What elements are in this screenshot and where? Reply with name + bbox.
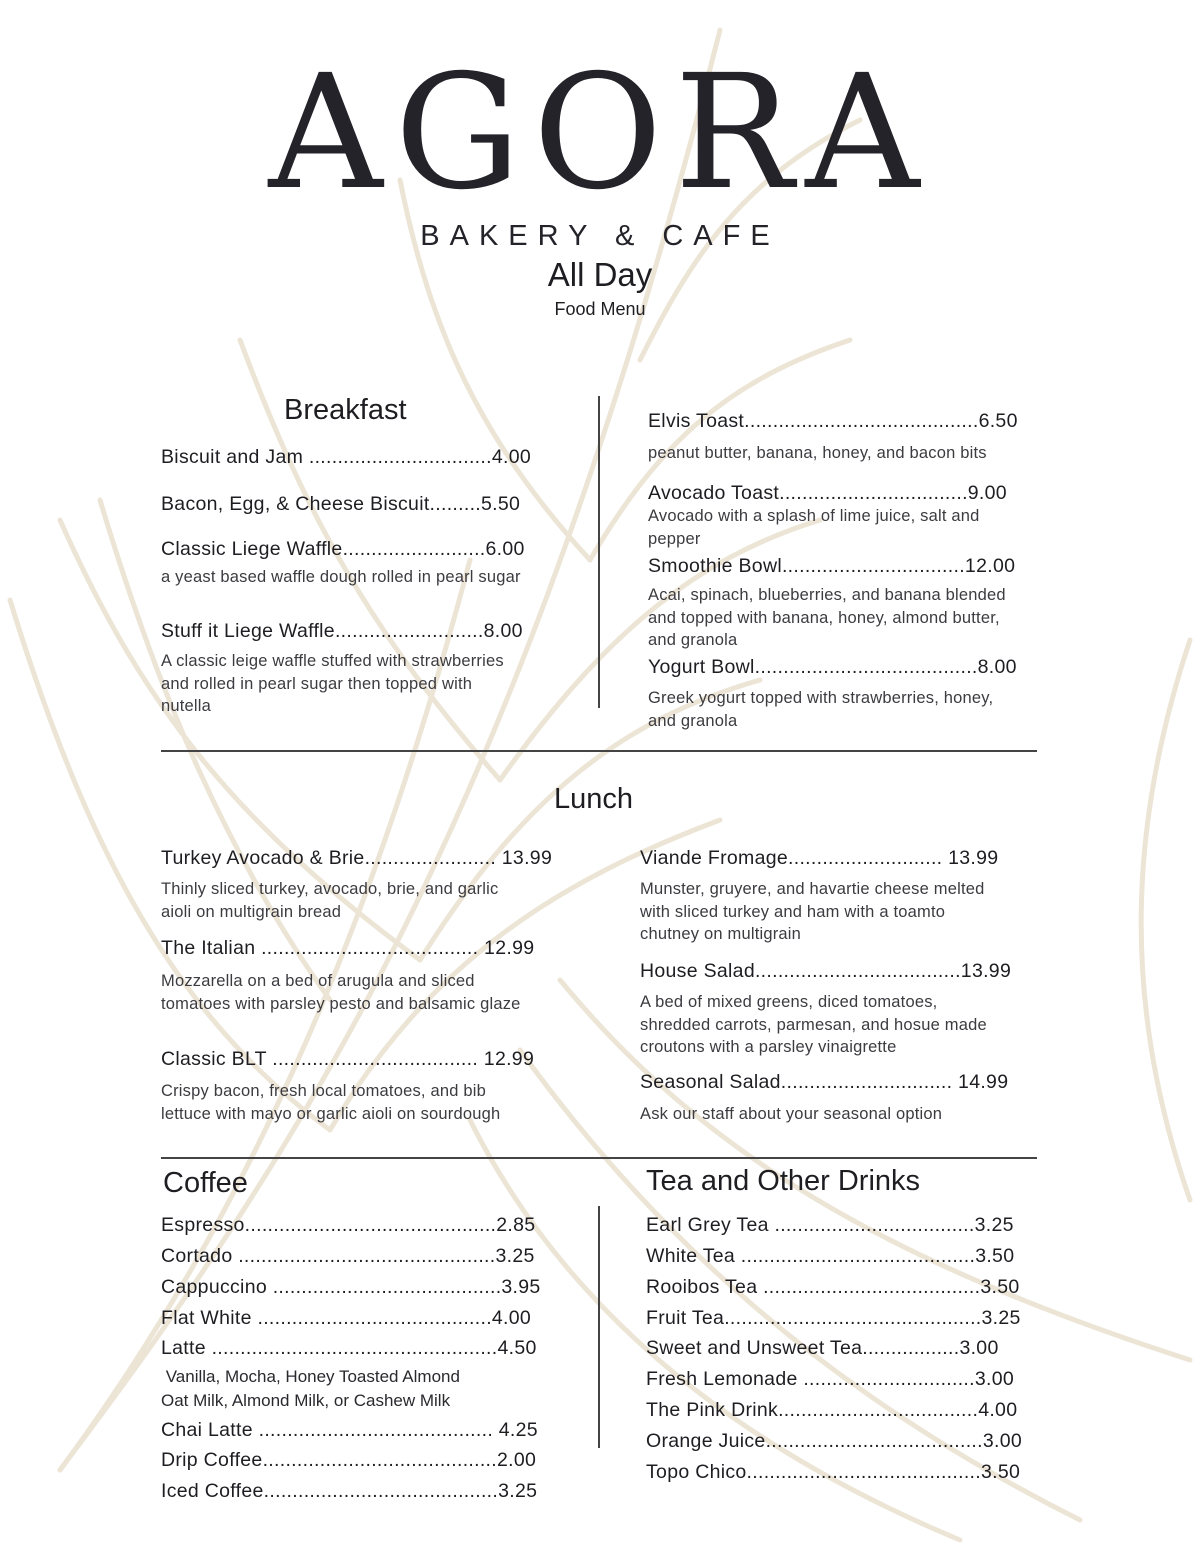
menu-item-name-price: Classic BLT .................................... 12.99 xyxy=(161,1048,535,1070)
section-divider xyxy=(161,1157,1037,1159)
menu-item-name-price: Seasonal Salad.............................. 14.99 xyxy=(640,1071,1009,1093)
menu-item xyxy=(640,959,1011,1059)
menu-item xyxy=(161,537,525,589)
coffee-item: Cappuccino ........................................3.95 xyxy=(161,1276,541,1298)
section-title-breakfast: Breakfast xyxy=(284,394,407,426)
menu-item-name-price: Elvis Toast.........................................6.50 xyxy=(648,410,1018,432)
menu-item xyxy=(161,846,552,923)
coffee-item: Espresso............................................2.85 xyxy=(161,1214,536,1236)
menu-item-name-price: Turkey Avocado & Brie....................... 13.99 xyxy=(161,847,553,869)
menu-item-description: A bed of mixed greens, diced tomatoes, shredded carrots, parmesan, and hosue made croutons with a parsley vinaigrette xyxy=(640,993,987,1056)
drink-item: Orange Juice......................................3.00 xyxy=(646,1430,1023,1452)
drink-item: Sweet and Unsweet Tea.................3.00 xyxy=(646,1337,999,1359)
menu-item-description: peanut butter, banana, honey, and bacon bits xyxy=(648,444,987,462)
menu-title: All Day xyxy=(547,256,653,293)
menu-item xyxy=(161,492,520,516)
menu-item xyxy=(161,619,523,718)
menu-item-description: Crispy bacon, fresh local tomatoes, and bib lettuce with mayo or garlic aioli on sourdough xyxy=(161,1082,501,1123)
drink-item: Fresh Lemonade ..............................3.00 xyxy=(646,1368,1015,1390)
drink-item: Earl Grey Tea ...................................3.25 xyxy=(646,1214,1014,1236)
menu-item-name-price: The Italian ...................................... 12.99 xyxy=(161,937,535,959)
menu-item xyxy=(648,554,1015,652)
menu-item-description: Avocado with a splash of lime juice, salt and pepper xyxy=(648,507,980,548)
menu-item xyxy=(161,445,531,469)
drink-item: Rooibos Tea ......................................3.50 xyxy=(646,1276,1020,1298)
menu-item-name-price: Viande Fromage........................... 13.99 xyxy=(640,847,999,869)
drink-item: Fruit Tea.............................................3.25 xyxy=(646,1307,1021,1329)
menu-item-description: a yeast based waffle dough rolled in pearl sugar xyxy=(161,568,521,586)
section-title-lunch: Lunch xyxy=(554,783,634,815)
coffee-item: Cortado .............................................3.25 xyxy=(161,1245,535,1267)
coffee-item: Chai Latte ......................................... 4.25 xyxy=(161,1419,538,1441)
drink-item: Topo Chico.........................................3.50 xyxy=(646,1461,1021,1483)
menu-item xyxy=(640,846,998,946)
menu-item-name-price: Classic Liege Waffle.........................6.00 xyxy=(161,538,525,560)
menu-item-name-price: Avocado Toast.................................9.00 xyxy=(648,482,1007,504)
drink-item: White Tea .........................................3.50 xyxy=(646,1245,1015,1267)
menu-item-description: A classic leige waffle stuffed with strawberries and rolled in pearl sugar then topped with nutella xyxy=(161,652,504,715)
menu-item-description: Munster, gruyere, and havartie cheese melted with sliced turkey and ham with a toamto chutney on multigrain xyxy=(640,880,985,943)
coffee-item: Drip Coffee.........................................2.00 xyxy=(161,1449,537,1471)
menu-item-name-price: Stuff it Liege Waffle..........................8.00 xyxy=(161,620,523,642)
menu-item-name-price: Yogurt Bowl.......................................8.00 xyxy=(648,656,1017,678)
menu-item xyxy=(648,481,1007,550)
coffee-item: Flat White .........................................4.00 xyxy=(161,1307,532,1329)
section-title-tea: Tea and Other Drinks xyxy=(646,1165,921,1197)
latte-options: Oat Milk, Almond Milk, or Cashew Milk xyxy=(161,1391,451,1410)
menu-item-name-price: Biscuit and Jam ................................4.00 xyxy=(161,446,531,468)
drink-item: The Pink Drink...................................4.00 xyxy=(646,1399,1018,1421)
column-divider xyxy=(598,1206,600,1448)
brand-subtitle: BAKERY & CAFE xyxy=(420,220,780,252)
menu-item xyxy=(648,409,1018,465)
menu-item xyxy=(648,655,1017,732)
latte-options: Vanilla, Mocha, Honey Toasted Almond xyxy=(161,1367,460,1386)
brand-logo: AGORA xyxy=(268,41,932,225)
menu-item-description: Ask our staff about your seasonal option xyxy=(640,1105,943,1123)
menu-item-description: Mozzarella on a bed of arugula and sliced tomatoes with parsley pesto and balsamic glaze xyxy=(161,972,521,1013)
menu-item xyxy=(161,936,534,1015)
coffee-item: Latte ..................................................4.50 xyxy=(161,1337,537,1359)
menu-item-name-price: Bacon, Egg, & Cheese Biscuit.........5.50 xyxy=(161,493,521,515)
menu-item xyxy=(640,1070,1008,1126)
column-divider xyxy=(598,396,600,708)
menu-item-description: Thinly sliced turkey, avocado, brie, and garlic aioli on multigrain bread xyxy=(161,880,499,921)
menu-item-name-price: House Salad....................................13.99 xyxy=(640,960,1012,982)
menu-item-description: Acai, spinach, blueberries, and banana blended and topped with banana, honey, almond butter, and granola xyxy=(648,586,1006,649)
section-title-coffee: Coffee xyxy=(163,1167,248,1199)
menu-subtitle: Food Menu xyxy=(554,299,646,319)
coffee-item: Iced Coffee.........................................3.25 xyxy=(161,1480,538,1502)
menu-item xyxy=(161,1047,534,1125)
menu-item-name-price: Smoothie Bowl................................12.00 xyxy=(648,555,1016,577)
menu-item-description: Greek yogurt topped with strawberries, honey, and granola xyxy=(648,689,994,730)
section-divider xyxy=(161,750,1037,752)
